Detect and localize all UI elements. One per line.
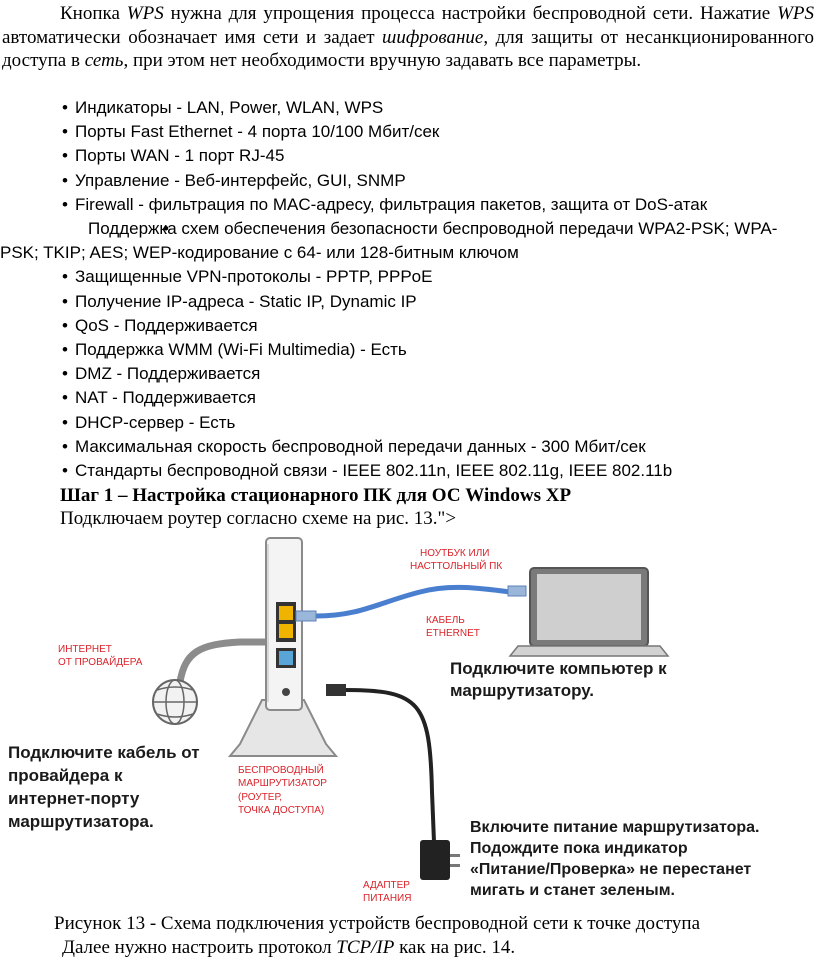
power-instruction: Подождите пока индикатор <box>470 840 688 857</box>
intro-wps: WPS <box>777 3 815 24</box>
spec-item: • Получение IP-адреса - Static IP, Dynamic IP <box>0 290 816 314</box>
spec-item: • Поддержка WMM (Wi-Fi Multimedia) - Есть <box>0 338 816 362</box>
intro-text: нужна для упрощения процесса настройки беспроводной сети. Нажатие <box>163 3 778 24</box>
next-text: как на рис. 14. <box>394 937 516 958</box>
power-instruction: «Питание/Проверка» не перестанет <box>470 861 752 878</box>
power-instruction: Включите питание маршрутизатора. <box>470 819 760 836</box>
router-label: БЕСПРОВОДНЫЙ <box>238 765 324 776</box>
spec-item: • Порты Fast Ethernet - 4 порта 10/100 Мбит/сек <box>0 120 816 144</box>
adapter-label: АДАПТЕР <box>363 880 410 891</box>
intro-encryption: шифрование <box>382 26 484 48</box>
adapter-label: ПИТАНИЯ <box>363 893 412 904</box>
spec-item: • DHCP-сервер - Есть <box>0 411 816 435</box>
internet-label: ОТ ПРОВАЙДЕРА <box>58 657 143 668</box>
power-adapter-icon <box>420 840 460 880</box>
spec-item: • Порты WAN - 1 порт RJ-45 <box>0 144 816 168</box>
laptop-icon <box>510 568 668 656</box>
spec-item: • Управление - Веб-интерфейс, GUI, SNMP <box>0 169 816 193</box>
spec-item: • Стандарты беспроводной связи - IEEE 802.11n, IEEE 802.11g, IEEE 802.11b <box>0 459 816 483</box>
globe-icon <box>153 680 197 724</box>
spec-item: • Максимальная скорость беспроводной передачи данных - 300 Мбит/сек <box>0 435 816 459</box>
router-label: (РОУТЕР, <box>238 792 283 803</box>
intro-text: Кнопка <box>60 3 127 24</box>
ethernet-cable <box>316 587 510 616</box>
connect-instruction: Подключаем роутер согласно схеме на рис. 13."> <box>60 508 457 529</box>
cable-label: КАБЕЛЬ <box>426 615 465 626</box>
isp-cable <box>180 642 272 682</box>
isp-instruction: маршрутизатора. <box>8 812 154 831</box>
isp-instruction: провайдера к <box>8 766 123 785</box>
intro-text: , при этом нет необходимости вручную задавать все параметры. <box>123 50 642 72</box>
connection-diagram <box>0 532 816 912</box>
laptop-label: НОУТБУК ИЛИ <box>420 548 490 559</box>
connect-pc-text: Подключите компьютер к <box>450 659 667 678</box>
intro-network: сеть <box>84 50 124 72</box>
cable-label: ETHERNET <box>426 628 480 639</box>
intro-text: , для защиты от несанкционированного доступа в <box>2 26 814 72</box>
router-label: ТОЧКА ДОСТУПА) <box>238 805 325 816</box>
isp-instruction: интернет-порту <box>8 789 140 808</box>
next-text: Далее нужно настроить протокол <box>62 937 337 958</box>
router-label: МАРШРУТИЗАТОР <box>238 778 327 789</box>
next-step-text <box>62 937 515 959</box>
step-heading: Шаг 1 – Настройка стационарного ПК для ОС Windows XP <box>60 485 572 506</box>
power-cable <box>326 690 434 842</box>
spec-item: • DMZ - Поддерживается <box>0 362 816 386</box>
laptop-label: НАСТТОЛЬНЫЙ ПК <box>410 561 503 572</box>
internet-label: ИНТЕРНЕТ <box>58 644 112 655</box>
spec-item: • Firewall - фильтрация по MAC-адресу, фильтрация пакетов, защита от DoS-атак <box>0 193 816 217</box>
intro-paragraph <box>2 2 814 73</box>
power-instruction: мигать и станет зеленым. <box>470 882 675 899</box>
isp-instruction: Подключите кабель от <box>8 743 200 762</box>
spec-item: • Индикаторы - LAN, Power, WLAN, WPS <box>0 96 816 120</box>
spec-list <box>0 96 816 483</box>
spec-item: • Защищенные VPN-протоколы - PPTP, PPPoE <box>0 265 816 289</box>
spec-item: • Поддержка схем обеспечения безопасности беспроводной передачи WPA2-PSK; WPA-PSK; TKIP; AES; WEP-кодирование с 64- или 128-битным ключом <box>0 217 816 265</box>
intro-text: автоматически обозначает имя сети и задает <box>2 26 383 48</box>
next-tcp: TCP/IP <box>336 937 395 958</box>
figure-caption: Рисунок 13 - Схема подключения устройств беспроводной сети к точке доступа <box>54 913 701 934</box>
router-icon <box>230 538 336 756</box>
spec-item: • NAT - Поддерживается <box>0 386 816 410</box>
connect-pc-text: маршрутизатору. <box>450 681 594 700</box>
intro-wps: WPS <box>126 3 164 24</box>
spec-item: • QoS - Поддерживается <box>0 314 816 338</box>
